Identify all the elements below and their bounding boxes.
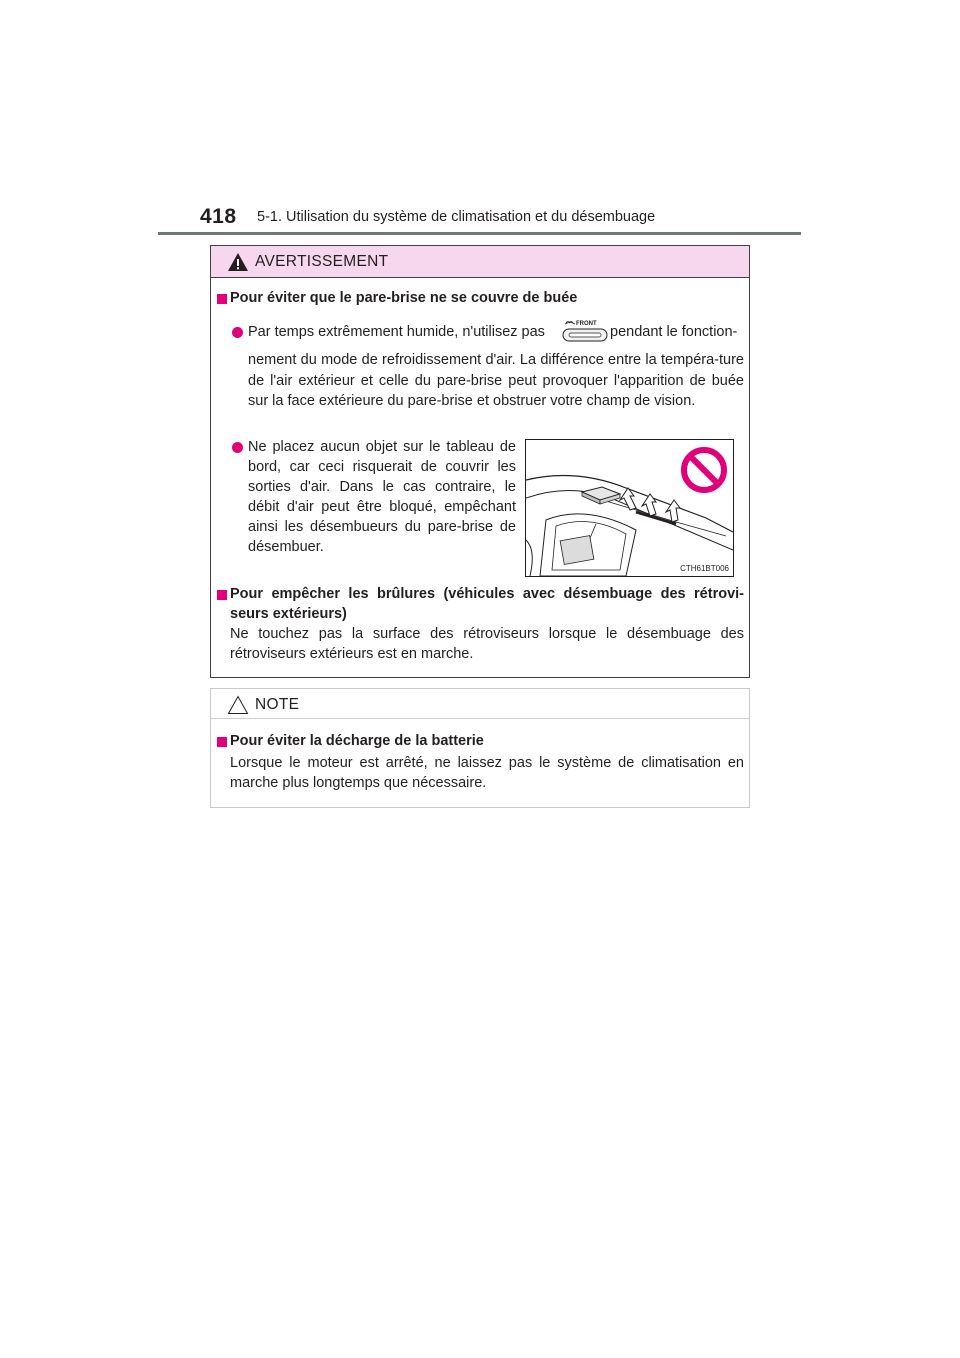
section-heading: Pour empêcher les brûlures (véhicules avec désembuage des rétrovi-seurs extérieurs) — [230, 586, 744, 622]
section-marker-icon — [217, 737, 227, 747]
warning-triangle-icon — [227, 252, 249, 272]
section-title: 5-1. Utilisation du système de climatisation et du désembuage — [257, 209, 656, 225]
page-number: 418 — [200, 205, 237, 228]
bullet-icon — [232, 327, 243, 338]
section-marker-icon — [217, 294, 227, 304]
figure-code: CTH61BT006 — [680, 564, 729, 573]
warning-box — [210, 245, 750, 678]
bullet-text: Ne placez aucun objet sur le tableau de bord, car ceci risquerait de couvrir les sorties d'air. Dans le cas contraire, le débit d'air peut être bloqué, empêchant ainsi les désembueurs du pare-brise de désembuer. — [248, 439, 516, 555]
front-defroster-button-icon — [561, 317, 609, 343]
bullet-icon — [232, 442, 243, 453]
dashboard-illustration — [525, 439, 734, 577]
note-heading: Pour éviter la décharge de la batterie — [230, 733, 484, 749]
bullet-text-continuation: nement du mode de refroidissement d'air. La différence entre la tempéra-ture de l'air extérieur et celle du pare-brise peut provoquer l'apparition de buée sur la face extérieure du pare-brise et obstruer votre champ de vision. — [248, 352, 744, 409]
bullet-text-start: Par temps extrêmement humide, n'utilisez pas — [248, 324, 545, 340]
caution-triangle-outline-icon — [227, 695, 249, 715]
warning-header — [211, 246, 749, 278]
front-label: FRONT — [576, 321, 597, 327]
header-rule — [158, 232, 801, 235]
note-title: NOTE — [255, 696, 300, 713]
prohibition-icon — [684, 450, 724, 490]
section-marker-icon — [217, 590, 227, 600]
note-body: Lorsque le moteur est arrêté, ne laissez pas le système de climatisation en marche plus longtemps que nécessaire. — [230, 755, 744, 791]
dashboard-drawing — [526, 440, 733, 576]
warning-title: AVERTISSEMENT — [255, 253, 389, 270]
note-box — [210, 688, 750, 808]
section-heading: Pour éviter que le pare-brise ne se couvre de buée — [230, 290, 578, 306]
section-body: Ne touchez pas la surface des rétroviseurs lorsque le désembuage des rétroviseurs extérieurs est en marche. — [230, 626, 744, 662]
bullet-text-end: pendant le fonction- — [610, 324, 738, 340]
note-header — [211, 689, 749, 719]
